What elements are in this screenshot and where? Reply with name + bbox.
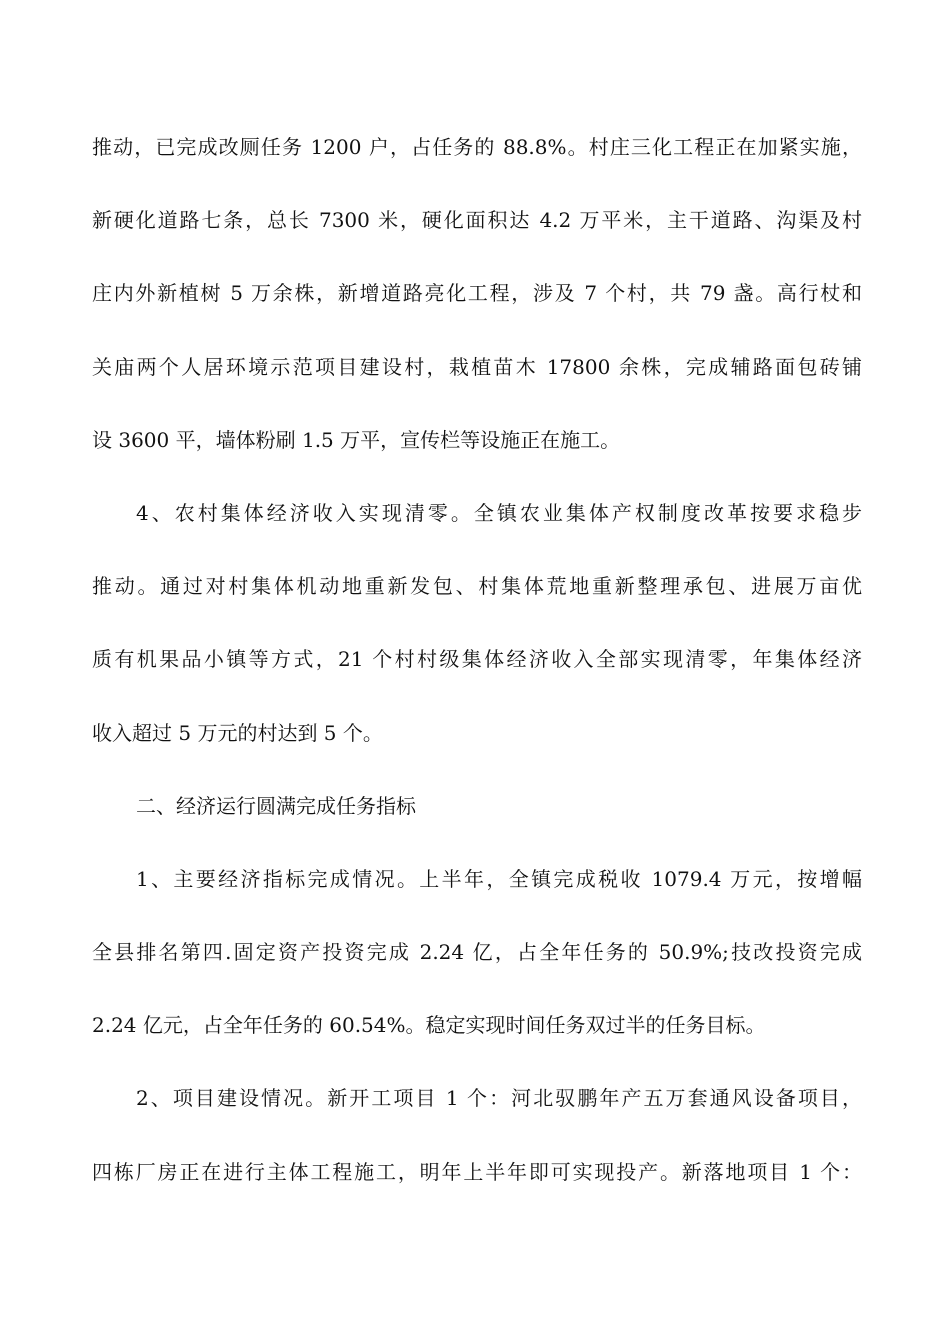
text-line: 庄内外新植树 5 万余株，新增道路亮化工程，涉及 7 个村，共 79 盏。高行杖和	[92, 281, 862, 306]
text-line: 推动。通过对村集体机动地重新发包、村集体荒地重新整理承包、进展万亩优	[92, 574, 862, 599]
text-line: 2.24 亿元，占全年任务的 60.54%。稳定实现时间任务双过半的任务目标。	[92, 1013, 766, 1038]
text-line: 新硬化道路七条，总长 7300 米，硬化面积达 4.2 万平米，主干道路、沟渠及村	[92, 208, 862, 233]
text-line: 关庙两个人居环境示范项目建设村，栽植苗木 17800 余株，完成辅路面包砖铺	[92, 354, 862, 379]
text-line: 四栋厂房正在进行主体工程施工，明年上半年即可实现投产。新落地项目 1 个：	[92, 1159, 862, 1184]
paragraph-start-line: 2、项目建设情况。新开工项目 1 个：河北驭鹏年产五万套通风设备项目，	[136, 1086, 862, 1111]
text-line: 质有机果品小镇等方式，21 个村村级集体经济收入全部实现清零，年集体经济	[92, 647, 862, 672]
body-text	[92, 127, 862, 1225]
section-heading: 二、经济运行圆满完成任务指标	[136, 793, 416, 818]
text-line: 设 3600 平，墙体粉刷 1.5 万平，宣传栏等设施正在施工。	[92, 427, 621, 452]
paragraph-start-line: 1、主要经济指标完成情况。上半年，全镇完成税收 1079.4 万元，按增幅	[136, 866, 862, 891]
text-line: 全县排名第四.固定资产投资完成 2.24 亿，占全年任务的 50.9%;技改投资完成	[92, 940, 862, 965]
text-line: 收入超过 5 万元的村达到 5 个。	[92, 720, 383, 745]
text-line: 推动，已完成改厕任务 1200 户，占任务的 88.8%。村庄三化工程正在加紧实施，	[92, 135, 862, 159]
paragraph-start-line: 4、农村集体经济收入实现清零。全镇农业集体产权制度改革按要求稳步	[136, 500, 862, 525]
